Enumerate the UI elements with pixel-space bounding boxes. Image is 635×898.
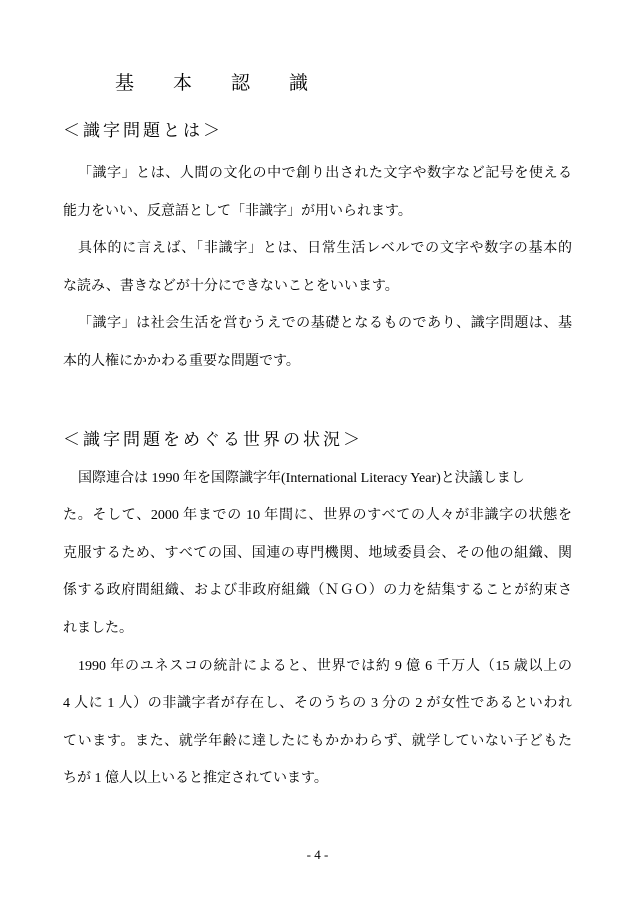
text-line: た。そして、2000 年までの 10 年間に、世界のすべての人々が非識字の状態を — [63, 508, 572, 524]
text-line: 国際連合は 1990 年を国際識字年(International Literacy Year)と決議しまし — [78, 470, 525, 486]
text-line: 「識字」とは、人間の文化の中で創り出された文字や数字など記号を使える — [78, 166, 572, 181]
document-content — [63, 0, 572, 798]
text-line: 本的人権にかかわる重要な問題です。 — [63, 353, 300, 369]
text-line: 具体的に言えば、「非識字」とは、日常生活レベルでの文字や数字の基本的 — [78, 241, 572, 257]
text-line: 克服するため、すべての国、国連の専門機関、地域委員会、その他の組織、関 — [63, 545, 572, 561]
paragraph — [63, 648, 572, 798]
section-body-world-situation — [63, 460, 572, 798]
text-line: 能力をいい、反意語として「非識字」が用いられます。 — [63, 203, 412, 219]
paragraph — [63, 460, 572, 648]
paragraph — [63, 305, 572, 380]
paragraph — [63, 230, 572, 305]
page-number: - 4 - — [306, 847, 329, 862]
text-line: れました。 — [63, 620, 133, 636]
text-line: ちが 1 億人以上いると推定されています。 — [63, 771, 328, 787]
text-line: 「識字」は社会生活を営むうえでの基礎となるものであり、識字問題は、基 — [78, 316, 572, 332]
section-body-literacy-definition — [63, 155, 572, 381]
document-title: 基 本 認 識 — [115, 73, 319, 94]
section-heading-world-situation: ＜識字問題をめぐる世界の状況＞ — [63, 429, 363, 449]
paragraph — [63, 155, 572, 230]
text-line: 1990 年のユネスコの統計によると、世界では約 9 億 6 千万人（15 歳以上の — [78, 658, 572, 674]
section-heading-literacy-definition: ＜識字問題とは＞ — [63, 121, 223, 140]
text-line: ています。また、就学年齢に達したにもかかわらず、就学していない子どもた — [63, 733, 572, 749]
text-line: 4 人に 1 人）の非識字者が存在し、そのうちの 3 分の 2 が女性であるといわれ — [63, 696, 572, 712]
text-line: 係する政府間組織、および非政府組織（ＮＧＯ）の力を結集することが約束さ — [63, 583, 572, 599]
text-line: な読み、書きなどが十分にできないことをいいます。 — [63, 278, 399, 294]
